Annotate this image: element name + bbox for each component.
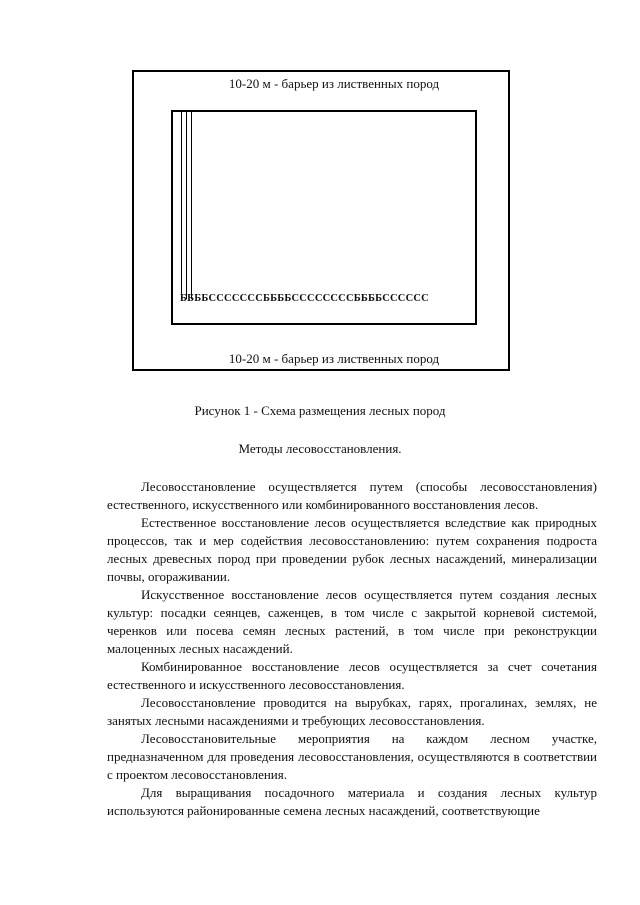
planting-row-line <box>191 112 192 299</box>
barrier-label-bottom: 10-20 м - барьер из лиственных пород <box>228 351 440 366</box>
paragraph: Комбинированное восстановление лесов осуществляется за счет сочетания естественного и искусственного лесовосстановления. <box>107 659 597 692</box>
species-row-marks: ББББСССССССББББССССССССББББСССССС <box>180 293 429 304</box>
barrier-label-top: 10-20 м - барьер из лиственных пород <box>228 76 440 91</box>
paragraph: Лесовосстановление проводится на вырубках, гарях, прогалинах, землях, не занятых лесными насаждениями и требующих лесовосстановления. <box>107 695 597 728</box>
figure-caption: Рисунок 1 - Схема размещения лесных пород <box>194 403 446 418</box>
planting-area <box>171 110 477 325</box>
planting-row-line <box>181 112 182 299</box>
section-title: Методы лесовосстановления. <box>238 441 402 456</box>
paragraph: Естественное восстановление лесов осуществляется вследствие как природных процессов, так и мер содействия лесовосстановлению: путем сохранения подроста лесных древесных пород при проведении рубок лесных насаждений, минерализации почвы, огораживании. <box>107 515 597 584</box>
paragraph: Лесовосстановление осуществляется путем (способы лесовосстановления) естественного, искусственного или комбинированного восстановления лесов. <box>107 479 597 512</box>
planting-row-line <box>186 112 187 299</box>
paragraph: Для выращивания посадочного материала и создания лесных культур используются районированные семена лесных насаждений, соответствующие <box>107 785 597 818</box>
paragraph: Искусственное восстановление лесов осуществляется путем создания лесных культур: посадки сеянцев, саженцев, в том числе с закрытой корневой системой, черенков или посева семян лесных растений, в том числе при реконструкции малоценных лесных насаждений. <box>107 587 597 656</box>
body-text <box>107 478 597 820</box>
paragraph: Лесовосстановительные мероприятия на каждом лесном участке, предназначенном для проведения лесовосстановления, осуществляются в соответствии с проектом лесовосстановления. <box>107 731 597 782</box>
forest-layout-diagram <box>132 70 510 371</box>
